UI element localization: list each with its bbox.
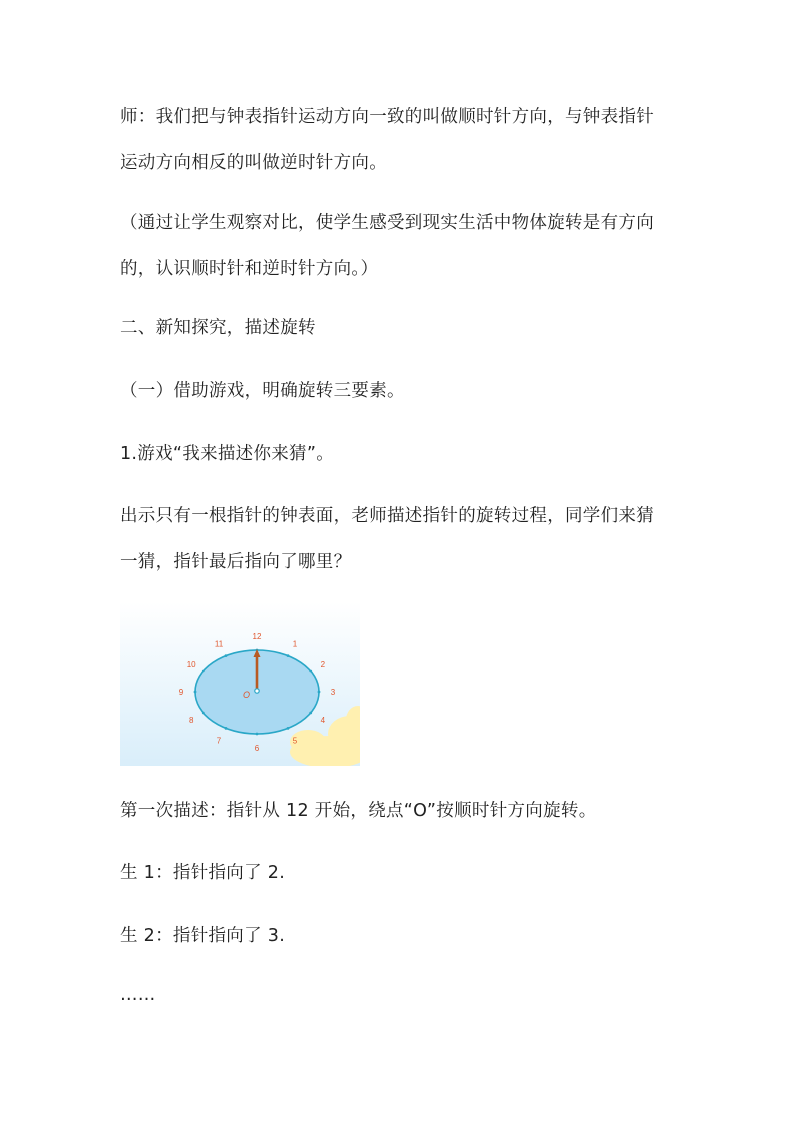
clock-tick <box>225 727 228 730</box>
student-answer-2 <box>120 913 680 959</box>
paragraph-note <box>120 200 680 292</box>
clock-tick <box>256 733 259 736</box>
clock-tick <box>287 727 290 730</box>
clock-number: 3 <box>330 688 336 697</box>
clock-tick <box>202 670 205 673</box>
student-answer-1 <box>120 850 680 896</box>
text-line: …… <box>120 985 156 1005</box>
clock-number: 12 <box>252 632 262 641</box>
clock-number: 9 <box>178 688 184 697</box>
first-description <box>120 788 680 834</box>
clock-tick <box>309 712 312 715</box>
clock-tick <box>225 654 228 657</box>
text-line: 一猜，指针最后指向了哪里？ <box>120 552 352 572</box>
text-line: （通过让学生观察对比，使学生感受到现实生活中物体旋转是有方向 <box>120 213 654 233</box>
text-line: 第一次描述：指针从 12 开始，绕点“O”按顺时针方向旋转。 <box>120 801 597 821</box>
clock-number: 10 <box>186 660 196 669</box>
clock-center-point <box>255 689 259 693</box>
text-line: （一）借助游戏，明确旋转三要素。 <box>120 381 405 401</box>
clock-svg <box>120 602 360 766</box>
text-line: 师：我们把与钟表指针运动方向一致的叫做顺时针方向，与钟表指针 <box>120 107 654 127</box>
text-line: 出示只有一根指针的钟表面，老师描述指针的旋转过程，同学们来猜 <box>120 506 654 526</box>
clock-tick <box>309 670 312 673</box>
clock-number: 6 <box>254 744 260 753</box>
clock-tick <box>287 654 290 657</box>
clock-number: 8 <box>188 716 194 725</box>
center-label: O <box>243 690 251 700</box>
clock-number: 1 <box>292 639 298 649</box>
text-line: 二、新知探究，描述旋转 <box>120 318 316 338</box>
text-line: 生 1：指针指向了 2. <box>120 863 286 883</box>
text-line: 生 2：指针指向了 3. <box>120 926 286 946</box>
clock-number: 7 <box>216 736 222 746</box>
clock-tick <box>202 712 205 715</box>
clock-tick <box>194 691 197 694</box>
clock-number: 5 <box>292 736 298 746</box>
text-line: 1.游戏“我来描述你来猜”。 <box>120 444 335 464</box>
subsection-heading <box>120 368 680 414</box>
text-line: 的，认识顺时针和逆时针方向。） <box>120 259 379 279</box>
clock-number: 2 <box>320 660 326 669</box>
text-line: 运动方向相反的叫做逆时针方向。 <box>120 153 387 173</box>
clock-number: 4 <box>320 716 326 725</box>
paragraph-teacher-definition <box>120 94 680 186</box>
ellipsis <box>120 972 680 1018</box>
paragraph-game-description <box>120 493 680 585</box>
game-title <box>120 431 680 477</box>
section-heading <box>120 305 680 351</box>
clock-tick <box>318 691 321 694</box>
clock-illustration <box>120 602 360 766</box>
clock-number: 11 <box>214 639 224 649</box>
